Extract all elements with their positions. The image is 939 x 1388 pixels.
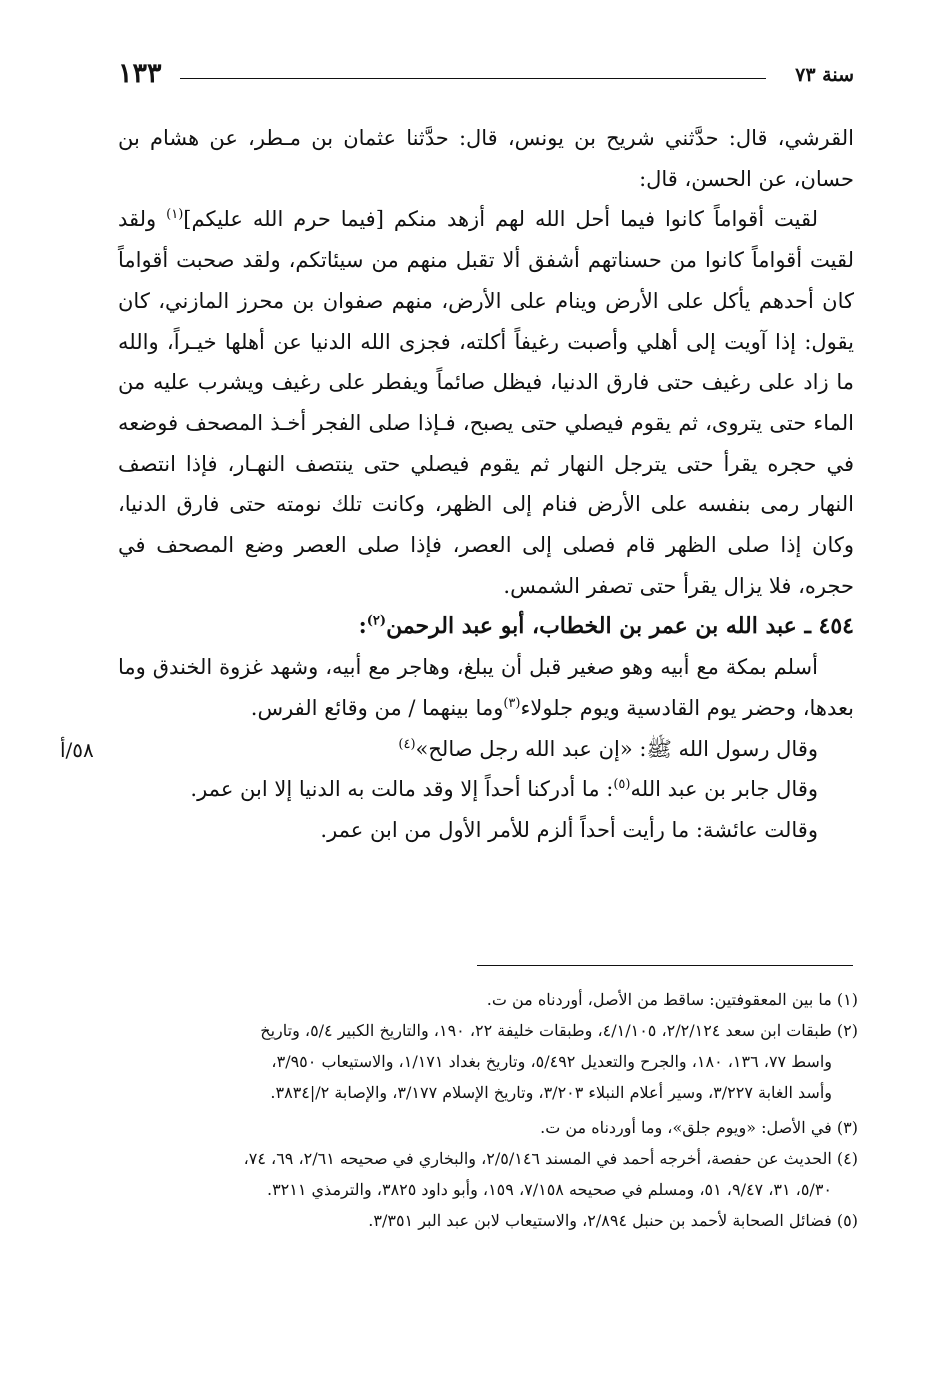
paragraph-narration xyxy=(118,199,854,606)
footnote-3: (٣) في الأصل: «ويوم جلق»، وما أوردناه من ت. xyxy=(540,1118,858,1137)
narration-part-1: لقيت أقواماً كانوا فيما أحل الله لهم أزهد منكم [فيما حرم الله عليكم] xyxy=(183,207,818,232)
biography-heading-colon: : xyxy=(358,613,367,640)
biography-part-1: أسلم بمكة مع أبيه وهو صغير قبل أن يبلغ، وهاجر مع أبيه، وشهد غزوة الخندق وما بعدها، وحضر يوم القادسية ويوم جلولاء xyxy=(118,655,854,720)
paragraph-hadith xyxy=(118,729,854,770)
footnote-marker-3[interactable]: (٣) xyxy=(503,695,521,711)
narration-part-2: ولقد لقيت أقواماً كانوا من حسناتهم أشفق ألا تقبل منهم من سيئاتكم، ولقد صحبت أقواماً كان أحدهم يأكل على الأرض وينام على الأرض، منهم صفوان بن محرز المازني، كان يقول: إذا آويت إلى أهلي وأصبت رغيفاً أكلته، فجزى الله الدنيا عن أهلها خيـراً، والله ما زاد على رغيف حتى فارق الدنيا، فيظل صائماً ويفطر على رغيف ويشرب عليه من الماء حتى يتروى، ثم يقوم فيصلي حتى يصبح، فـإذا صلى الفجر أخـذ المصحف فوضعه في حجره يقرأ حتى يترجل النهار ثم يقوم فيصلي حتى ينتصف النهـار، فإذا انتصف النهار رمى بنفسه على الأرض فنام إلى الظهر، وكانت تلك نومته حتى فارق الدنيا، وكان إذا صلى الظهر قام فصلى إلى العصر، فإذا صلى العصر وضع المصحف في حجره، فلا يزال يقرأ حتى تصفر الشمس. xyxy=(118,207,854,598)
header-rule xyxy=(180,78,766,79)
page-header xyxy=(118,58,854,98)
paragraph-jabir xyxy=(118,769,854,810)
paragraph-isnad: القرشي، قال: حدَّثني شريح بن يونس، قال: حدَّثنا عثمان بن مـطر، عن هشام بن حسان، عن الحسن، قال: xyxy=(118,126,854,191)
footnote-1: (١) ما بين المعقوفتين: ساقط من الأصل، أوردناه من ت. xyxy=(486,990,858,1009)
jabir-part-2: : ما أدركنا أحداً إلا وقد مالت به الدنيا إلا ابن عمر. xyxy=(190,777,614,802)
footnotes xyxy=(118,984,858,1236)
footnote-marker-4[interactable]: (٤) xyxy=(398,736,416,752)
footnote-5: (٥) فضائل الصحابة لأحمد بن حنبل ٢/٨٩٤، والاستيعاب لابن عبد البر ٣/٣٥١. xyxy=(368,1211,858,1230)
manuscript-folio-note: ٥٨/أ xyxy=(60,738,94,762)
main-text xyxy=(118,118,854,851)
hadith-text: وقال رسول الله ﷺ: «إن عبد الله رجل صالح» xyxy=(415,736,818,761)
footnote-2-line-1: (٢) طبقات ابن سعد ٢/٢/١٢٤، ٤/١/١٠٥، وطبقات خليفة ٢٢، ١٩٠، والتاريخ الكبير ٥/٤، وتاريخ xyxy=(260,1021,858,1040)
footnote-2-line-3: وأسد الغابة ٣/٢٢٧، وسير أعلام النبلاء ٣/٢٠٣، وتاريخ الإسلام ٣/١٧٧، والإصابة ٢/|٣٨٣٤. xyxy=(270,1083,832,1102)
footnote-separator xyxy=(477,965,853,966)
running-title: سنة ٧٣ xyxy=(795,64,854,86)
footnote-2-line-2: واسط ٧٧، ١٣٦، ١٨٠، والجرح والتعديل ٥/٤٩٢، وتاريخ بغداد ١/١٧١، والاستيعاب ٣/٩٥٠، xyxy=(271,1052,832,1071)
footnote-marker-5[interactable]: (٥) xyxy=(613,777,631,793)
jabir-part-1: وقال جابر بن عبد الله xyxy=(630,777,818,802)
footnote-4-line-1: (٤) الحديث عن حفصة، أخرجه أحمد في المسند ٢/٥/١٤٦، والبخاري في صحيحه ٢/٦١، ٦٩، ٧٤، xyxy=(243,1149,858,1168)
biography-heading-text: ٤٥٤ ـ عبد الله بن عمر بن الخطاب، أبو عبد الرحمن xyxy=(386,613,854,640)
paragraph-aisha: وقالت عائشة: ما رأيت أحداً ألزم للأمر الأول من ابن عمر. xyxy=(320,817,818,842)
page-number: ١٣٣ xyxy=(118,58,162,89)
paragraph-biography xyxy=(118,647,854,728)
footnote-4-line-2: ٥/٣٠، ٣١، ٩/٤٧، ٥١، ومسلم في صحيحه ٧/١٥٨، ١٥٩، وأبو داود ٣٨٢٥، والترمذي ٣٢١١. xyxy=(266,1180,832,1199)
footnote-marker-1[interactable]: (١) xyxy=(166,207,184,223)
footnote-marker-2[interactable]: (٢) xyxy=(366,614,387,630)
biography-heading xyxy=(118,606,854,647)
biography-part-2: وما بينهما / من وقائع الفرس. xyxy=(250,695,504,720)
